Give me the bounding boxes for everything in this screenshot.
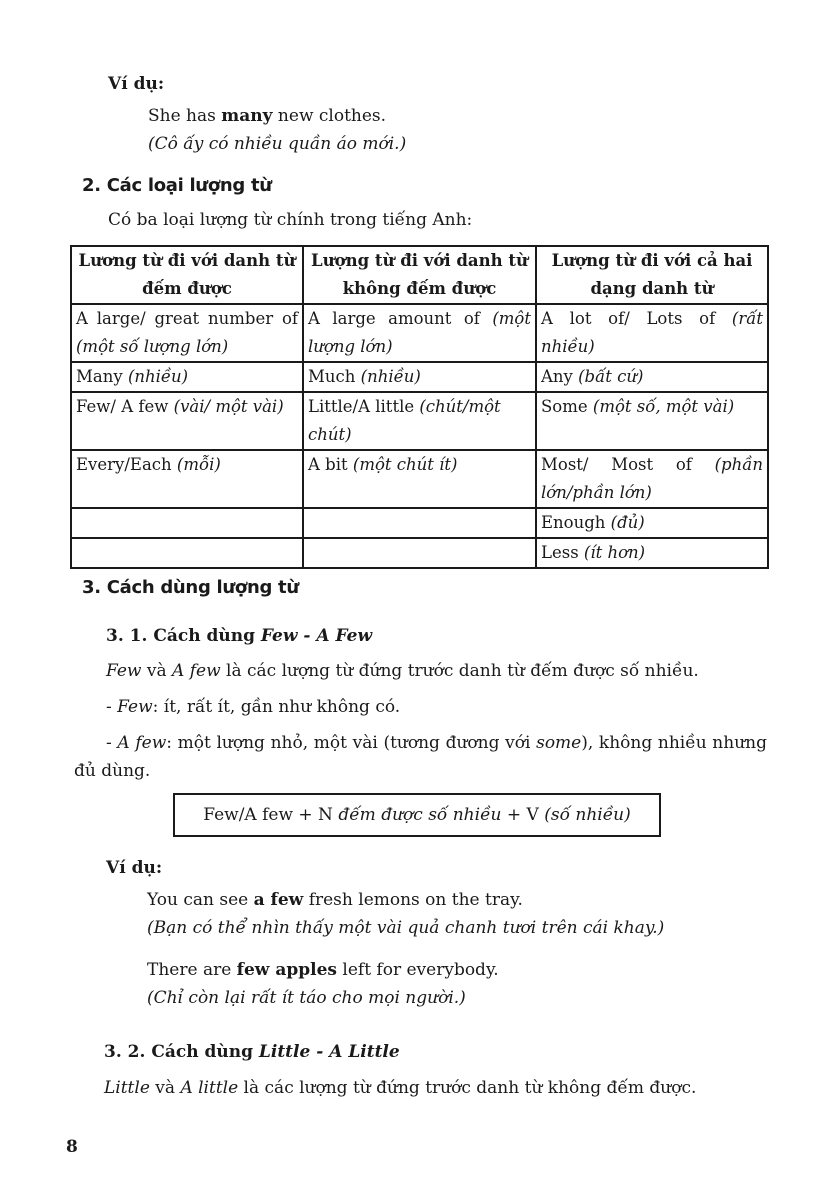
text: new clothes.: [272, 106, 387, 126]
table-cell: [303, 538, 536, 568]
example-translation: (Chỉ còn lại rất ít táo cho mọi người.): [147, 988, 466, 1008]
table-header-row: [71, 246, 768, 304]
table-row: [71, 392, 768, 450]
table-cell: [303, 508, 536, 538]
table-row: [71, 362, 768, 392]
table-cell: A lot of/ Lots of (rất nhiều): [536, 304, 768, 362]
emphasis: many: [221, 106, 273, 126]
table-cell: Enough (đủ): [536, 508, 768, 538]
example-sentence: [148, 102, 386, 130]
example-label: Ví dụ:: [108, 74, 165, 94]
table-row: [71, 508, 768, 538]
table-cell: Few/ A few (vài/ một vài): [71, 392, 303, 450]
section-heading: 2. Các loại lượng từ: [82, 175, 272, 196]
table-cell: Less (ít hơn): [536, 538, 768, 568]
example-translation: (Bạn có thể nhìn thấy một vài quả chanh tươi trên cái khay.): [147, 918, 665, 938]
table-header: Lương từ đi với danh từ đếm được: [71, 246, 303, 304]
subsection-heading: 3. 1. Cách dùng Few - A Few: [106, 626, 373, 646]
table-header: Lượng từ đi với danh từ không đếm được: [303, 246, 536, 304]
table-cell: A large amount of (một lượng lớn): [303, 304, 536, 362]
example-translation: (Cô ấy có nhiều quần áo mới.): [148, 134, 407, 154]
table-row: [71, 450, 768, 508]
table-cell: Many (nhiều): [71, 362, 303, 392]
table-cell: [71, 538, 303, 568]
formula-box: Few/A few + N đếm được số nhiều + V (số nhiều): [173, 793, 661, 837]
table-cell: Some (một số, một vài): [536, 392, 768, 450]
table-row: [71, 304, 768, 362]
table-header: Lượng từ đi với cả hai dạng danh từ: [536, 246, 768, 304]
paragraph: - A few: một lượng nhỏ, một vài (tương đương với some), không nhiều nhưng đủ dùng.: [74, 733, 767, 781]
paragraph: Few và A few là các lượng từ đứng trước danh từ đếm được số nhiều.: [106, 661, 699, 681]
page-number: 8: [66, 1137, 78, 1157]
example-sentence: There are few apples left for everybody.: [147, 960, 499, 980]
section-intro: Có ba loại lượng từ chính trong tiếng Anh:: [108, 210, 473, 230]
example-sentence: You can see a few fresh lemons on the tray.: [147, 890, 523, 910]
table-cell: Little/A little (chút/một chút): [303, 392, 536, 450]
paragraph: Little và A little là các lượng từ đứng trước danh từ không đếm được.: [104, 1078, 697, 1098]
section-heading: 3. Cách dùng lượng từ: [82, 577, 299, 598]
table-cell: [71, 508, 303, 538]
table-cell: A bit (một chút ít): [303, 450, 536, 508]
subsection-heading: 3. 2. Cách dùng Little - A Little: [104, 1042, 400, 1062]
table-cell: A large/ great number of (một số lượng lớn): [71, 304, 303, 362]
paragraph: - Few: ít, rất ít, gần như không có.: [106, 697, 401, 717]
quantifier-table: [70, 245, 769, 569]
table-cell: Any (bất cứ): [536, 362, 768, 392]
example-label: Ví dụ:: [106, 858, 163, 878]
text: She has: [148, 106, 222, 126]
table-cell: Most/ Most of (phần lớn/phần lớn): [536, 450, 768, 508]
table-row: [71, 538, 768, 568]
table-cell: Every/Each (mỗi): [71, 450, 303, 508]
table-cell: Much (nhiều): [303, 362, 536, 392]
